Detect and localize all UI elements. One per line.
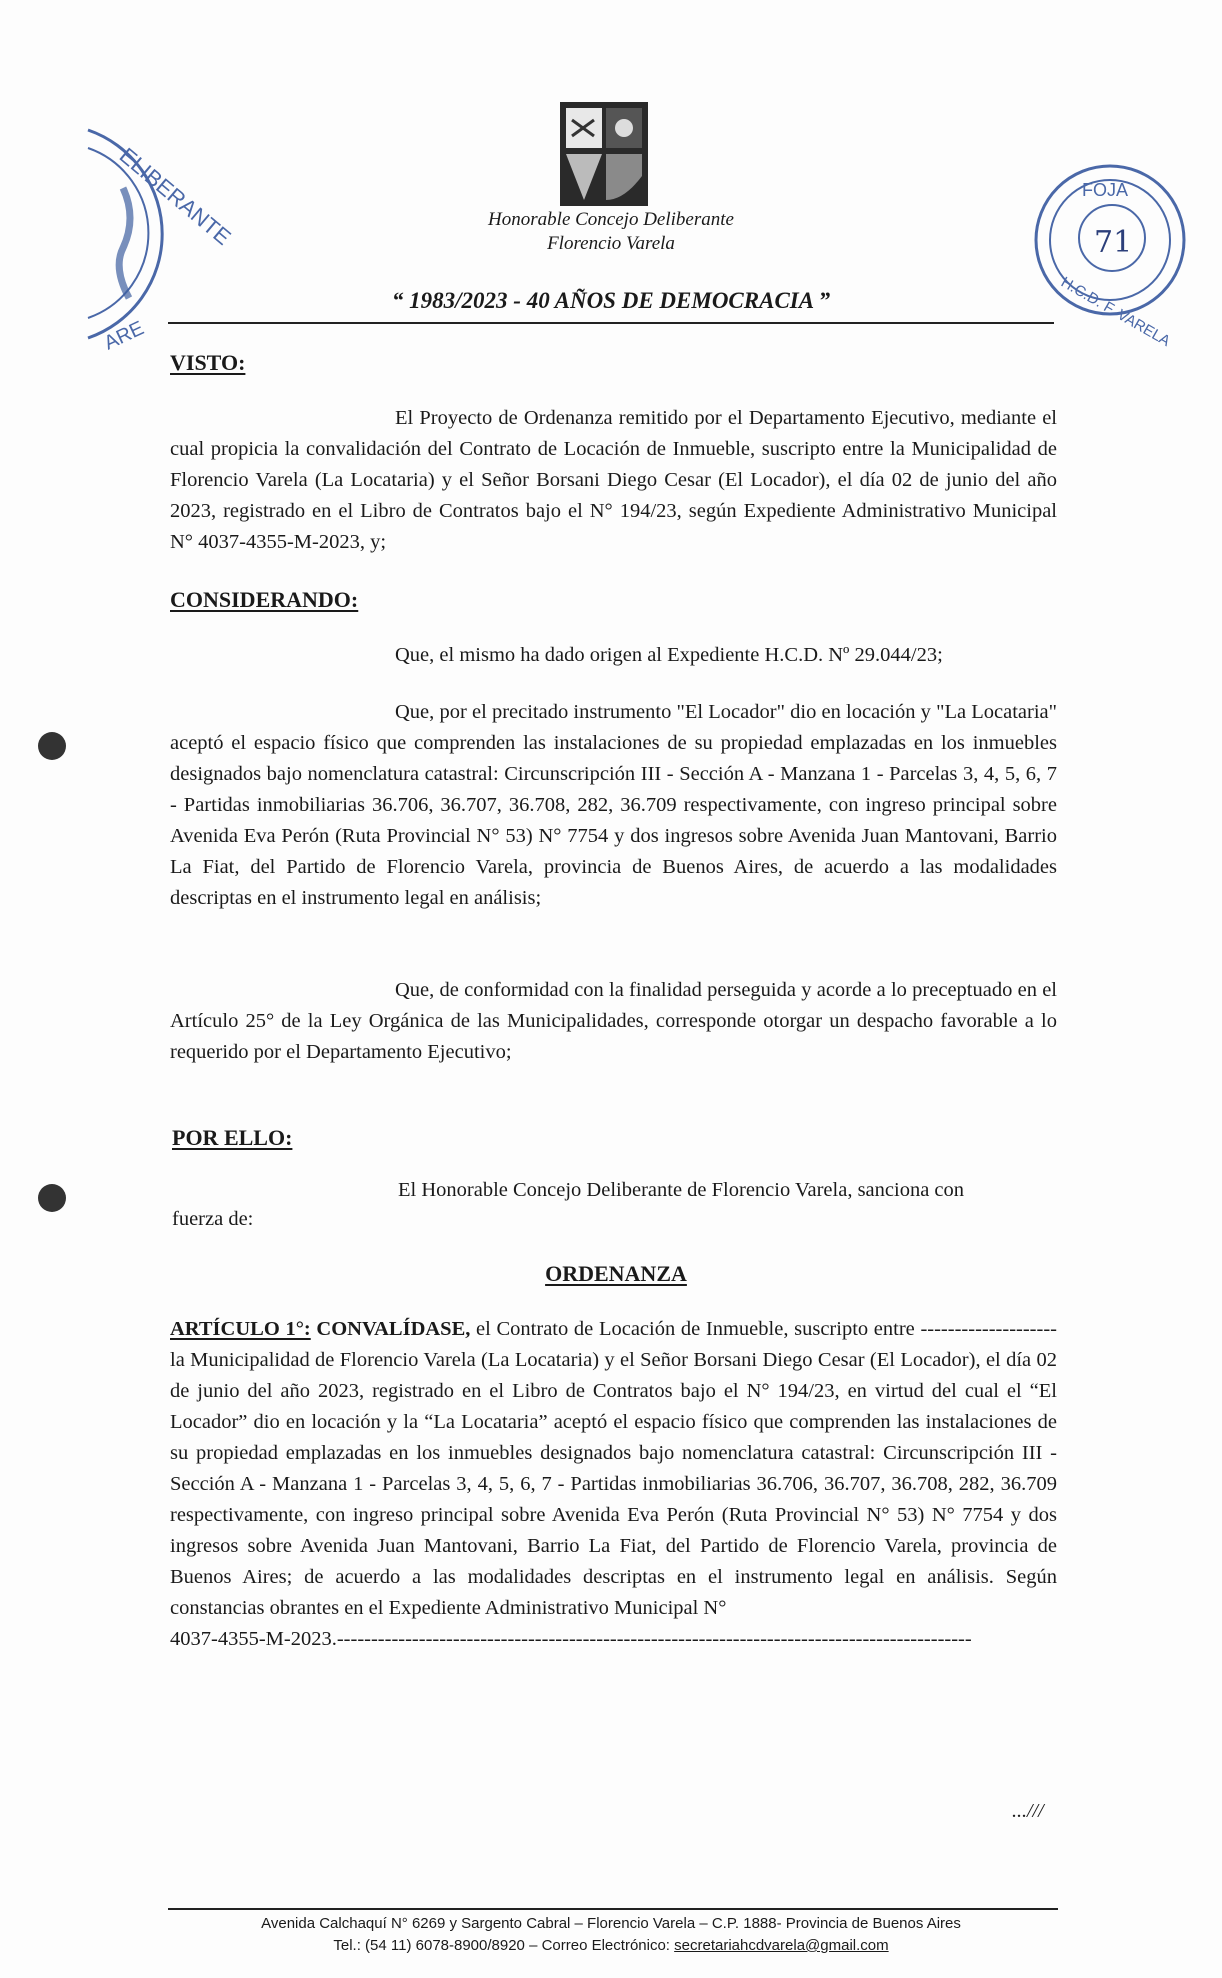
article-keyword: CONVALÍDASE,	[316, 1318, 471, 1340]
continuation-mark: ...///	[1012, 1800, 1044, 1822]
considerando-heading: CONSIDERANDO:	[170, 587, 359, 612]
svg-text:ARE: ARE	[100, 317, 148, 355]
visto-paragraph: El Proyecto de Ordenanza remitido por el Departamento Ejecutivo, mediante el cual propicia la convalidación del Contrato de Locación de Inmueble, suscripto entre la Municipalidad de Florencio Varela (La Locataria) y el Señor Borsani Diego Cesar (El Locador), el día 02 de junio del año 2023, registrado en el Libro de Contratos bajo el N° 194/23, según Expediente Administrativo Municipal N° 4037-4355-M-2023, y;	[170, 407, 1057, 553]
article-1	[170, 1314, 1057, 1655]
footer-contact	[0, 1936, 1222, 1956]
article-dashes: --------------------	[920, 1318, 1057, 1340]
considerando-paragraph-3: Que, de conformidad con la finalidad perseguida y acorde a lo preceptuado en el Artículo 25° de la Ley Orgánica de las Municipalidades, corresponde otorgar un despacho favorable a lo requerido por el Departamento Ejecutivo;	[170, 979, 1057, 1063]
institution-line-1: Honorable Concejo Deliberante	[488, 209, 734, 230]
anniversary-motto: “ 1983/2023 - 40 AÑOS DE DEMOCRACIA ”	[391, 288, 831, 313]
footer-address: Avenida Calchaquí N° 6269 y Sargento Cabral – Florencio Varela – C.P. 1888- Provincia de Buenos Aires	[261, 1915, 961, 1932]
sanction-line: El Honorable Concejo Deliberante de Florencio Varela, sanciona con	[398, 1179, 965, 1201]
sanction-line-continued: fuerza de:	[172, 1208, 254, 1230]
ordenanza-title: ORDENANZA	[545, 1261, 687, 1286]
article-body: la Municipalidad de Florencio Varela (La Locataria) y el Señor Borsani Diego Cesar (El Locador), el día 02 de junio del año 2023, registrado en el Libro de Contratos bajo el N° 194/23, en virtud del cual el “El Locador” dio en locación y la “La Locataria” aceptó el espacio físico que comprenden las instalaciones de su propiedad emplazadas en los inmuebles designados bajo nomenclatura catastral: Circunscripción III - Sección A - Manzana 1 - Parcelas 3, 4, 5, 6, 7 - Partidas inmobiliarias 36.706, 36.707, 36.708, 282, 36.709 respectivamente, con ingreso principal sobre Avenida Eva Perón (Ruta Provincial N° 53) N° 7754 y dos ingresos sobre Avenida Juan Mantovani, Barrio La Fiat, del Partido de Florencio Varela, provincia de Buenos Aires; de acuerdo a las modalidades descriptas en el instrumento legal en análisis. Según constancias obrantes en el Expediente Administrativo Municipal N°	[170, 1349, 1057, 1619]
visto-heading: VISTO:	[170, 350, 246, 375]
foja-label: FOJA	[1082, 180, 1129, 200]
considerando-paragraph-1: Que, el mismo ha dado origen al Expediente H.C.D. Nº 29.044/23;	[395, 644, 943, 666]
article-first-line: el Contrato de Locación de Inmueble, suscripto entre	[476, 1318, 915, 1340]
header-divider	[168, 322, 1054, 324]
footer-phone: Tel.: (54 11) 6078-8900/8920 – Correo Electrónico:	[333, 1937, 670, 1954]
punch-hole-top	[38, 732, 66, 760]
por-ello-heading: POR ELLO:	[172, 1125, 293, 1150]
svg-text:ELIBERANTE: ELIBERANTE	[114, 142, 236, 250]
stamp-hcd-label: H.C.D. F. VARELA	[1058, 273, 1174, 351]
article-expediente-end: 4037-4355-M-2023.---------------------------------------------------------------------------------------------	[170, 1628, 972, 1650]
footer-email-link[interactable]: secretariahcdvarela@gmail.com	[674, 1937, 889, 1954]
punch-hole-bottom	[38, 1184, 66, 1212]
institution-line-2: Florencio Varela	[547, 233, 675, 254]
footer-divider	[168, 1908, 1058, 1910]
municipal-crest-logo	[558, 100, 650, 208]
folio-number: 71	[1094, 225, 1133, 260]
considerando-paragraph-2: Que, por el precitado instrumento "El Locador" dio en locación y "La Locataria" aceptó el espacio físico que comprenden las instalaciones de su propiedad emplazadas en los inmuebles designados bajo nomenclatura catastral: Circunscripción III - Sección A - Manzana 1 - Parcelas 3, 4, 5, 6, 7 - Partidas inmobiliarias 36.706, 36.707, 36.708, 282, 36.709 respectivamente, con ingreso principal sobre Avenida Eva Perón (Ruta Provincial N° 53) N° 7754 y dos ingresos sobre Avenida Juan Mantovani, Barrio La Fiat, del Partido de Florencio Varela, provincia de Buenos Aires, de acuerdo a las modalidades descriptas en el instrumento legal en análisis;	[170, 701, 1057, 909]
article-label: ARTÍCULO 1°:	[170, 1318, 311, 1340]
